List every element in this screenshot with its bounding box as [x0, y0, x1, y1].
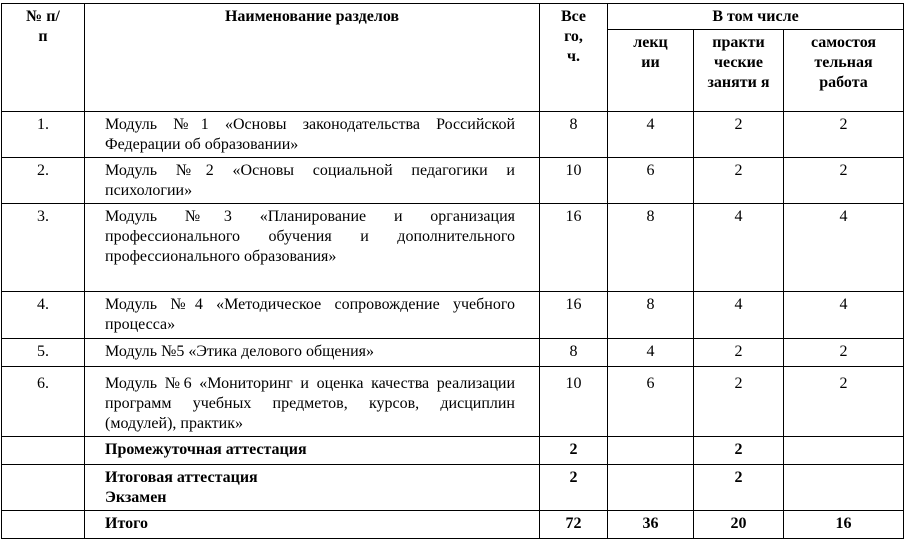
row-practical: 4 [694, 292, 784, 339]
total-lectures: 36 [608, 511, 694, 539]
row-num: 1. [2, 112, 85, 158]
table-row [2, 112, 904, 158]
table-row [2, 158, 904, 204]
row-total: 10 [540, 158, 608, 204]
row-num: 2. [2, 158, 85, 204]
curriculum-table [1, 3, 904, 539]
row-total: 8 [540, 339, 608, 367]
row-lectures: 8 [608, 292, 694, 339]
table-row [2, 292, 904, 339]
header-total: Все го, ч. [540, 4, 608, 112]
intermediate-total: 2 [540, 437, 608, 465]
empty-cell [608, 437, 694, 465]
row-selfwork: 2 [784, 158, 904, 204]
row-name: Модуль №2 «Основы социальной педагогики и психологии» [85, 158, 540, 204]
row-num: 6. [2, 367, 85, 437]
row-practical: 4 [694, 204, 784, 292]
row-total: 10 [540, 367, 608, 437]
table-row [2, 339, 904, 367]
total-selfwork: 16 [784, 511, 904, 539]
row-selfwork: 4 [784, 204, 904, 292]
final-cell [85, 465, 540, 511]
row-selfwork: 2 [784, 367, 904, 437]
empty-cell [2, 511, 85, 539]
table-row [2, 204, 904, 292]
row-num: 4. [2, 292, 85, 339]
table-row [2, 367, 904, 437]
header-selfwork: самостоя тельная работа [784, 30, 904, 112]
row-selfwork: 2 [784, 339, 904, 367]
header-num: № п/п [2, 4, 85, 112]
header-name: Наименование разделов [85, 4, 540, 112]
row-total: 16 [540, 292, 608, 339]
row-lectures: 4 [608, 112, 694, 158]
row-practical: 2 [694, 112, 784, 158]
row-practical: 2 [694, 339, 784, 367]
row-total: 16 [540, 204, 608, 292]
empty-cell [608, 465, 694, 511]
empty-cell [784, 465, 904, 511]
empty-cell [2, 437, 85, 465]
row-num: 3. [2, 204, 85, 292]
row-practical: 2 [694, 158, 784, 204]
final-exam: Экзамен [105, 489, 167, 506]
empty-cell [2, 465, 85, 511]
row-lectures: 6 [608, 367, 694, 437]
final-row [2, 465, 904, 511]
header-lectures: лекц ии [608, 30, 694, 112]
row-lectures: 8 [608, 204, 694, 292]
row-total: 8 [540, 112, 608, 158]
intermediate-name: Промежуточная аттестация [85, 437, 540, 465]
total-row [2, 511, 904, 539]
header-including: В том числе [608, 4, 904, 30]
row-name: Модуль №4 «Методическое сопровождение учебного процесса» [85, 292, 540, 339]
row-lectures: 6 [608, 158, 694, 204]
row-name: Модуль №1 «Основы законодательства Российской Федерации об образовании» [85, 112, 540, 158]
row-selfwork: 2 [784, 112, 904, 158]
final-practical: 2 [694, 465, 784, 511]
row-practical: 2 [694, 367, 784, 437]
row-num: 5. [2, 339, 85, 367]
final-name: Итоговая аттестация [105, 469, 258, 486]
row-lectures: 4 [608, 339, 694, 367]
header-practical: практи ческие заняти я [694, 30, 784, 112]
intermediate-row [2, 437, 904, 465]
row-selfwork: 4 [784, 292, 904, 339]
row-name: Модуль №3 «Планирование и организация профессионального обучения и дополнительного профессионального образования» [85, 204, 540, 292]
empty-cell [784, 437, 904, 465]
total-practical: 20 [694, 511, 784, 539]
row-name: Модуль №5 «Этика делового общения» [85, 339, 540, 367]
total-total: 72 [540, 511, 608, 539]
row-name: Модуль №6 «Мониторинг и оценка качества реализации программ учебных предметов, курсов, дисциплин (модулей), практик» [85, 367, 540, 437]
total-name: Итого [85, 511, 540, 539]
final-total: 2 [540, 465, 608, 511]
intermediate-practical: 2 [694, 437, 784, 465]
